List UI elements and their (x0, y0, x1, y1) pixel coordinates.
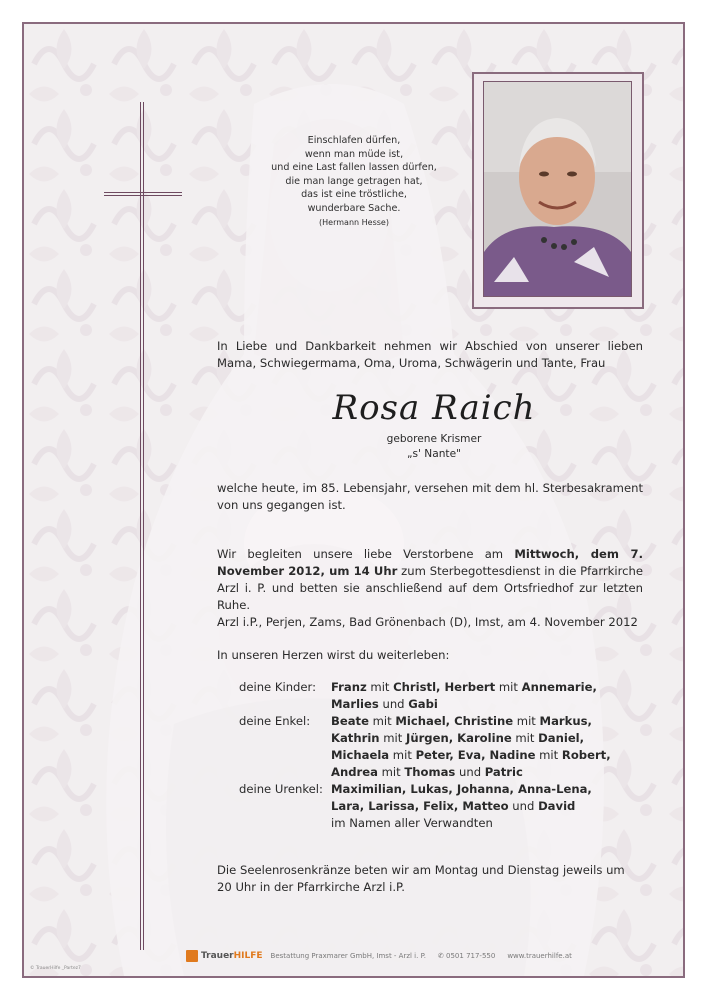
nickname: „s' Nante" (407, 448, 461, 460)
logo-icon (186, 950, 198, 962)
family-member-name: Gabi (408, 697, 438, 711)
family-label: deine Urenkel: (239, 782, 323, 796)
poem-line: wunderbare Sache. (307, 202, 401, 214)
hearts-text: In unseren Herzen wirst du weiterleben: (217, 648, 450, 662)
funeral-text (217, 546, 643, 614)
family-member-name: Maximilian, Lukas, Johanna, Anna-Lena, Lara, Larissa, Felix, Matteo (331, 782, 592, 813)
footer-company: Bestattung Praxmarer GmbH, Imst - Arzl i. P. (270, 952, 426, 960)
poem-line: die man lange getragen hat, (285, 175, 423, 187)
family-list (239, 679, 611, 832)
family-member-name: Daniel, (538, 731, 585, 745)
family-connector: mit (368, 714, 396, 728)
family-member-name: Kathrin (331, 731, 380, 745)
poem-line: und eine Last fallen lassen dürfen, (271, 162, 437, 174)
portrait-image (484, 82, 631, 296)
family-member-name: Christl, Herbert (393, 680, 496, 694)
family-connector: mit (377, 765, 405, 779)
poem-line: Einschlafen dürfen, (307, 135, 401, 146)
footer-web[interactable]: www.trauerhilfe.at (507, 952, 572, 960)
passing-text: welche heute, im 85. Lebensjahr, versehen mit dem hl. Sterbesakrament von uns gegangen ist. (217, 481, 643, 512)
family-connector: mit (366, 680, 394, 694)
cross-horizontal-bar (104, 192, 182, 196)
family-connector: und (378, 697, 409, 711)
family-names (331, 781, 611, 815)
poem-author: (Hermann Hesse) (319, 217, 389, 227)
family-connector: mit (535, 748, 562, 762)
family-member-name: Annemarie, (521, 680, 597, 694)
logo-text-b: HILFE (233, 951, 263, 961)
family-connector: mit (511, 731, 539, 745)
family-row-enkel (239, 713, 611, 781)
family-member-name: Michael, Christine (395, 714, 514, 728)
family-member-name: Jürgen, Karoline (406, 731, 512, 745)
poem (254, 134, 454, 229)
funeral-date: Mittwoch, dem 7. November 2012, um 14 Uhr (217, 547, 643, 578)
parte-frame (22, 22, 685, 978)
rosary-text: Die Seelenrosenkränze beten wir am Montag und Dienstag jeweils um 20 Uhr in der Pfarrkirche Arzl i.P. (217, 863, 625, 894)
family-member-name: David (538, 799, 576, 813)
copyright-note: © TrauerHilfe _Partez7 (30, 966, 81, 971)
family-label: deine Enkel: (239, 714, 311, 728)
family-member-name: Michaela (331, 748, 390, 762)
poem-line: das ist eine tröstliche, (301, 189, 407, 201)
place-date: Arzl i.P., Perjen, Zams, Bad Grönenbach (D), Imst, am 4. November 2012 (217, 615, 638, 629)
family-names (331, 679, 611, 713)
family-member-name: Thomas (404, 765, 456, 779)
family-row-urenkel (239, 781, 611, 815)
maiden-name: geborene Krismer (386, 433, 482, 445)
family-member-name: Patric (484, 765, 523, 779)
funeral-part2: zum Sterbegottesdienst in die Pfarrkirche Arzl i. P. und betten sie anschließend auf dem Ortsfriedhof zur letzten Ruhe. (217, 564, 643, 612)
family-label: deine Kinder: (239, 680, 317, 694)
family-member-name: Marlies (331, 697, 379, 711)
family-member-name: Peter, Eva, Nadine (415, 748, 536, 762)
cross-vertical-bar (140, 102, 144, 950)
family-connector: und (508, 799, 539, 813)
family-names (331, 713, 611, 781)
family-member-name: Beate (331, 714, 369, 728)
family-member-name: Andrea (331, 765, 378, 779)
family-connector: mit (389, 748, 416, 762)
relatives-text: im Namen aller Verwandten (331, 816, 493, 830)
family-row-relatives (239, 815, 611, 832)
family-connector: mit (513, 714, 540, 728)
portrait-photo (483, 81, 632, 297)
intro-text: In Liebe und Dankbarkeit nehmen wir Abschied von unserer lieben Mama, Schwiegermama, Oma, Uroma, Schwägerin und Tante, Frau (217, 339, 643, 370)
footer-phone: ✆ 0501 717-550 (437, 952, 496, 960)
family-connector: mit (379, 731, 406, 745)
family-member-name: Franz (331, 680, 367, 694)
family-member-name: Robert, (561, 748, 611, 762)
family-member-name: Markus, (539, 714, 592, 728)
funeral-part1: Wir begleiten unsere liebe Verstorbene am (217, 547, 515, 561)
trauerhilfe-logo (186, 950, 263, 962)
logo-text-a: Trauer (201, 951, 234, 961)
footer (186, 948, 572, 964)
poem-line: wenn man müde ist, (304, 148, 404, 160)
family-connector: und (455, 765, 485, 779)
deceased-name: Rosa Raich (332, 388, 536, 428)
family-row-kinder (239, 679, 611, 713)
family-connector: mit (495, 680, 522, 694)
